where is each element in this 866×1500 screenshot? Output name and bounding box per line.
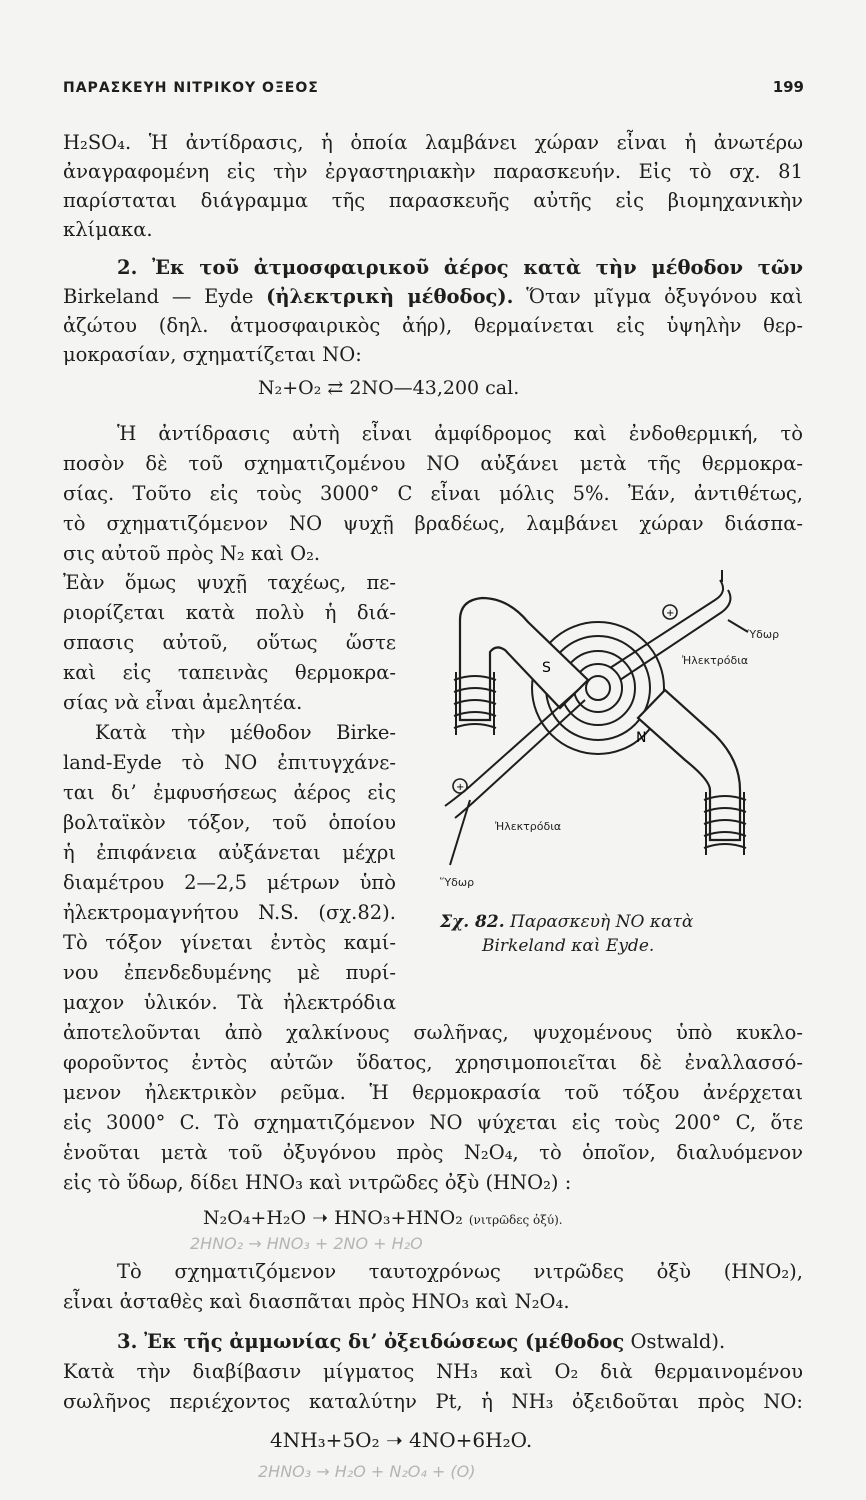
- text-line: σπασις αὐτοῦ, οὕτως ὥστε: [63, 631, 396, 654]
- text-line: ἑνοῦται μετὰ τοῦ ὀξυγόνου πρὸς N₂O₄, τὸ ὁποῖον, διαλυόμενον: [63, 1141, 803, 1164]
- text-line: ἀποτελοῦνται ἀπὸ χαλκίνους σωλῆνας, ψυχομένους ὑπὸ κυκλο-: [63, 1021, 803, 1044]
- method-name: (ἠλεκτρικὴ μέθοδος).: [266, 285, 514, 308]
- text-line: ἀζώτου (δηλ. ἀτμοσφαιρικὸς ἀήρ), θερμαίνεται εἰς ὑψηλὴν θερ-: [63, 314, 803, 337]
- text-line: σωλῆνος περιέχοντος καταλύτην Pt, ἡ NH₃ ὀξειδοῦται πρὸς NO:: [63, 1390, 803, 1413]
- figure-number: Σχ. 82.: [440, 912, 505, 932]
- electrodes-label-top: Ἠλεκτρόδια: [682, 654, 749, 667]
- text-line: καὶ εἰς ταπεινὰς θερμοκρα-: [63, 661, 396, 684]
- s-pole-label: S: [542, 660, 551, 676]
- text-line: Ἡ ἀντίδρασις αὐτὴ εἶναι ἀμφίδρομος καὶ ἐνδοθερμική, τὸ: [117, 422, 803, 445]
- text-line: Τὸ τόξον γίνεται ἐντὸς καμί-: [63, 931, 396, 954]
- text-line: βολταϊκὸν τόξον, τοῦ ὁποίου: [63, 811, 396, 834]
- section-heading: [117, 1330, 803, 1354]
- text-line: μοκρασίαν, σχηματίζεται NO:: [63, 343, 362, 366]
- figure-title: Παρασκευὴ NO κατὰ: [510, 912, 694, 932]
- page-number: 199: [772, 78, 804, 96]
- text-line: σίας. Τοῦτο εἰς τοὺς 3000° C εἶναι μόλις 5%. Ἐάν, ἀντιθέτως,: [63, 482, 803, 505]
- text-line: τὸ σχηματιζόμενον NO ψυχῇ βραδέως, λαμβάνει χώραν διάσπα-: [63, 512, 803, 535]
- equation-1: N₂+O₂ ⇄ 2NO—43,200 cal.: [258, 377, 520, 399]
- text-line: [63, 285, 803, 309]
- magnet-n: [638, 690, 740, 840]
- figure-caption-line2: Birkeland καὶ Eyde.: [482, 936, 655, 956]
- text-line: land-Eyde τὸ NO ἐπιτυγχάνε-: [63, 751, 396, 774]
- magnet-s: [460, 598, 588, 720]
- section-3-heading: 3. Ἐκ τῆς ἀμμωνίας δι’ ὀξειδώσεως (μέθοδος: [117, 1330, 625, 1353]
- figure-82-diagram: [410, 560, 810, 900]
- text-line: παρίσταται διάγραμμα τῆς παρασκευῆς αὐτῆς εἰς βιομηχανικὴν: [63, 189, 803, 212]
- n-pole-label: N: [636, 730, 647, 746]
- author-names: Birkeland — Eyde: [63, 285, 254, 308]
- text-line: κλίμακα.: [63, 218, 153, 241]
- text-line: εἶναι ἀσταθὲς καὶ διασπᾶται πρὸς HNO₃ καὶ N₂O₄.: [63, 1290, 570, 1313]
- text-line: Κατὰ τὴν διαβίβασιν μίγματος NH₃ καὶ O₂ διὰ θερμαινομένου: [63, 1360, 803, 1383]
- equation-2-note: (νιτρῶδες ὀξύ).: [468, 1213, 563, 1227]
- text-line: H₂SO₄. Ἡ ἀντίδρασις, ἡ ὁποία λαμβάνει χώραν εἶναι ἡ ἀνωτέρω: [63, 131, 803, 154]
- text-fragment: Ὅταν μῖγμα ὀξυγόνου καὶ: [526, 285, 804, 308]
- equation-2-main: N₂O₄+H₂O ➝ HNO₃+HNO₂: [203, 1207, 463, 1229]
- water-label-bottom: Ὕδωρ: [440, 876, 475, 889]
- section-heading: 2. Ἐκ τοῦ ἀτμοσφαιρικοῦ ἀέρος κατὰ τὴν μέθοδον τῶν: [117, 256, 803, 279]
- text-line: εἰς τὸ ὕδωρ, δίδει HNO₃ καὶ νιτρῶδες ὀξὺ (HNO₂) :: [63, 1171, 572, 1194]
- text-line: Κατὰ τὴν μέθοδον Birke-: [95, 721, 396, 744]
- text-line: σίας νὰ εἶναι ἀμελητέα.: [63, 691, 303, 714]
- method-author: Ostwald).: [630, 1330, 726, 1353]
- text-line: ποσὸν δὲ τοῦ σχηματιζομένου NO αὐξάνει μετὰ τῆς θερμοκρα-: [63, 452, 803, 475]
- pencil-annotation: 2HNO₃ → H₂O + N₂O₄ + (O): [258, 1462, 476, 1481]
- running-head: ΠΑΡΑΣΚΕΥΗ ΝΙΤΡΙΚΟΥ ΟΞΕΟΣ: [63, 80, 319, 96]
- text-line: μενον ἠλεκτρικὸν ρεῦμα. Ἡ θερμοκρασία τοῦ τόξου ἀνέρχεται: [63, 1081, 803, 1104]
- plus-sign-bottom: +: [456, 782, 465, 793]
- equation-3: 4NH₃+5O₂ ➝ 4NO+6H₂O.: [270, 1428, 533, 1452]
- electrodes-label-bottom: Ἠλεκτρόδια: [495, 820, 562, 833]
- water-label-top: Ὕδωρ: [745, 628, 780, 641]
- text-line: εἰς 3000° C. Τὸ σχηματιζόμενον NO ψύχεται εἰς τοὺς 200° C, ὅτε: [63, 1111, 803, 1134]
- figure-caption: [440, 912, 693, 932]
- text-line: μαχον ὑλικόν. Τὰ ἠλεκτρόδια: [63, 991, 396, 1014]
- text-line: σις αὐτοῦ πρὸς N₂ καὶ O₂.: [63, 542, 321, 565]
- text-line: ται δι’ ἐμφυσήσεως ἀέρος εἰς: [63, 781, 396, 804]
- equation-2: [203, 1207, 563, 1229]
- text-line: Τὸ σχηματιζόμενον ταυτοχρόνως νιτρῶδες ὀξὺ (HNO₂),: [117, 1260, 803, 1283]
- text-line: ἀναγραφομένη εἰς τὴν ἐργαστηριακὴν παρασκευήν. Εἰς τὸ σχ. 81: [63, 160, 803, 183]
- text-line: Ἐὰν ὅμως ψυχῇ ταχέως, πε-: [63, 571, 396, 594]
- plus-sign-top: +: [666, 608, 675, 619]
- text-line: φοροῦντος ἐντὸς αὐτῶν ὕδατος, χρησιμοποιεῖται δὲ ἐναλλασσό-: [63, 1051, 803, 1074]
- text-line: διαμέτρου 2—2,5 μέτρων ὑπὸ: [63, 871, 396, 894]
- pencil-annotation: 2HNO₂ → HNO₃ + 2NO + H₂O: [190, 1234, 423, 1253]
- text-line: νου ἐπενδεδυμένης μὲ πυρί-: [63, 961, 396, 984]
- text-line: ἡ ἐπιφάνεια αὐξάνεται μέχρι: [63, 841, 396, 864]
- text-line: ἠλεκτρομαγνήτου N.S. (σχ.82).: [63, 901, 396, 924]
- text-line: ριορίζεται κατὰ πολὺ ἡ διά-: [63, 601, 396, 624]
